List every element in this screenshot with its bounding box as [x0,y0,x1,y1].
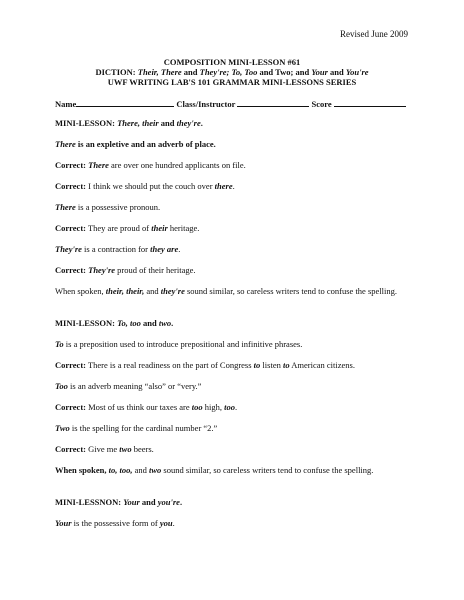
example-their: Correct: They are proud of their heritage. [55,223,200,233]
score-blank[interactable] [334,98,406,107]
example-there-1: Correct: There are over one hundred applicants on file. [55,160,246,170]
example-there-2: Correct: I think we should put the couch over there. [55,181,235,191]
rule-there: There is an expletive and an adverb of place. [55,139,216,149]
name-blank[interactable] [76,98,174,107]
example-theyre: Correct: They're proud of their heritage. [55,265,196,275]
rule-your: Your is the possessive form of you. [55,518,175,528]
class-label: Class/Instructor [176,99,236,109]
lesson-heading-there: MINI-LESSON: There, their and they're. [55,118,203,128]
example-two: Correct: Give me two beers. [55,444,154,454]
note-there-their-theyre: When spoken, their, their, and they're sound similar, so careless writers tend to confuse the spelling. [55,286,397,296]
note-to-too-two: When spoken, to, too, and two sound similar, so careless writers tend to confuse the spelling. [55,465,374,475]
name-label: Name [55,99,77,109]
example-too: Correct: Most of us think our taxes are too high, too. [55,402,238,412]
lesson-title: COMPOSITION MINI-LESSON #61 [163,57,301,67]
class-blank[interactable] [237,98,309,107]
rule-too: Too is an adverb meaning “also” or “very.” [55,381,202,391]
lesson-heading-your: MINI-LESSNON: Your and you're. [55,497,183,507]
series-title: UWF WRITING LAB'S 101 GRAMMAR MINI-LESSONS SERIES [107,77,357,87]
score-label: Score [311,99,332,109]
rule-to: To is a preposition used to introduce prepositional and infinitive phrases. [55,339,303,349]
student-info-row [55,98,400,109]
rule-two: Two is the spelling for the cardinal number “2.” [55,423,218,433]
example-to: Correct: There is a real readiness on the part of Congress to listen to American citizens. [55,360,355,370]
rule-theyre: They're is a contraction for they are. [55,244,181,254]
lesson-heading-to: MINI-LESSON: To, too and two. [55,318,174,328]
rule-their: There is a possessive pronoun. [55,202,161,212]
revision-date: Revised June 2009 [340,29,408,39]
lesson-subtitle: DICTION: Their, There and They're; To, Too and Two; and Your and You're [95,67,369,77]
